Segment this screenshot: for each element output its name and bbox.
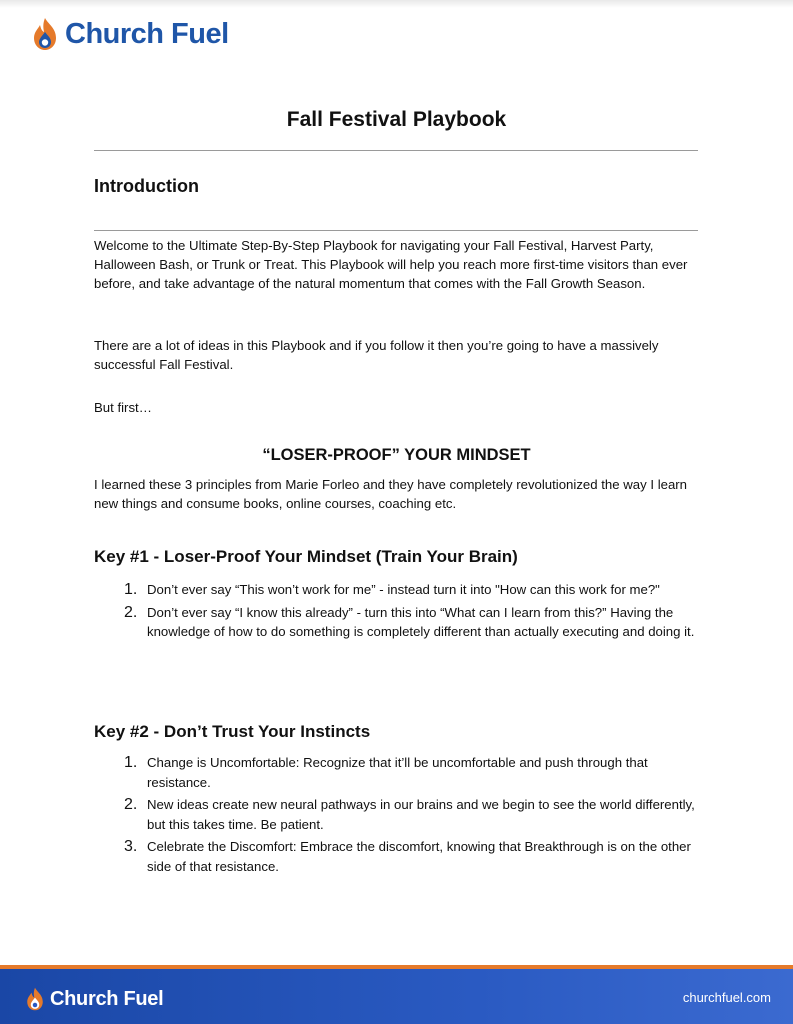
list-item [124, 837, 704, 876]
list-number: 1. [124, 754, 138, 771]
title-divider [94, 150, 698, 151]
brand-name: Church Fuel [65, 17, 229, 50]
page-footer [0, 965, 793, 1024]
introduction-divider [94, 230, 698, 231]
page-top-shadow [0, 0, 793, 8]
list-text: Change is Uncomfortable: Recognize that it’ll be uncomfortable and push through that resistance. [147, 755, 648, 790]
list-item [124, 753, 704, 792]
key1-heading: Key #1 - Loser-Proof Your Mindset (Train Your Brain) [94, 547, 518, 566]
list-text: New ideas create new neural pathways in our brains and we begin to see the world differently, but this takes time. Be patient. [147, 797, 695, 832]
footer-logo [26, 985, 163, 1013]
list-number: 3. [124, 838, 138, 855]
list-item [124, 795, 704, 834]
footer-brand-name: Church Fuel [50, 987, 164, 1010]
key2-list [124, 753, 704, 876]
mindset-intro: I learned these 3 principles from Marie Forleo and they have completely revolutionized the way I learn new things and consume books, online courses, coaching etc. [94, 477, 688, 511]
list-text: Celebrate the Discomfort: Embrace the discomfort, knowing that Breakthrough is on the other side of that resistance. [147, 839, 691, 874]
key2-heading: Key #2 - Don’t Trust Your Instincts [94, 722, 371, 741]
mindset-heading: “LOSER-PROOF” YOUR MINDSET [262, 446, 531, 464]
intro-paragraph: But first… [94, 400, 152, 415]
key1-list [124, 580, 704, 642]
list-number: 2. [124, 796, 138, 813]
list-text: Don’t ever say “This won’t work for me” - instead turn it into "How can this work for me?" [147, 582, 660, 597]
list-item [124, 603, 704, 642]
introduction-heading: Introduction [94, 176, 199, 196]
flame-icon [26, 987, 44, 1011]
intro-paragraph: Welcome to the Ultimate Step-By-Step Playbook for navigating your Fall Festival, Harvest Party, Halloween Bash, or Trunk or Treat. This Playbook will help you reach more first-time visitors than ever before, and take advantage of the natural momentum that comes with the Fall Growth Season. [94, 238, 688, 291]
church-fuel-logo [33, 14, 229, 54]
list-text: Don’t ever say “I know this already” - turn this into “What can I learn from this?” Having the knowledge of how to do something is completely different than actually executing and doing it. [147, 604, 695, 639]
list-number: 1. [124, 581, 138, 598]
list-item [124, 580, 704, 600]
intro-paragraph: There are a lot of ideas in this Playbook and if you follow it then you’re going to have a massively successful Fall Festival. [94, 338, 659, 372]
footer-url-link[interactable]: churchfuel.com [682, 990, 771, 1005]
list-number: 2. [124, 603, 138, 621]
document-title: Fall Festival Playbook [286, 108, 507, 131]
flame-icon [33, 17, 57, 51]
